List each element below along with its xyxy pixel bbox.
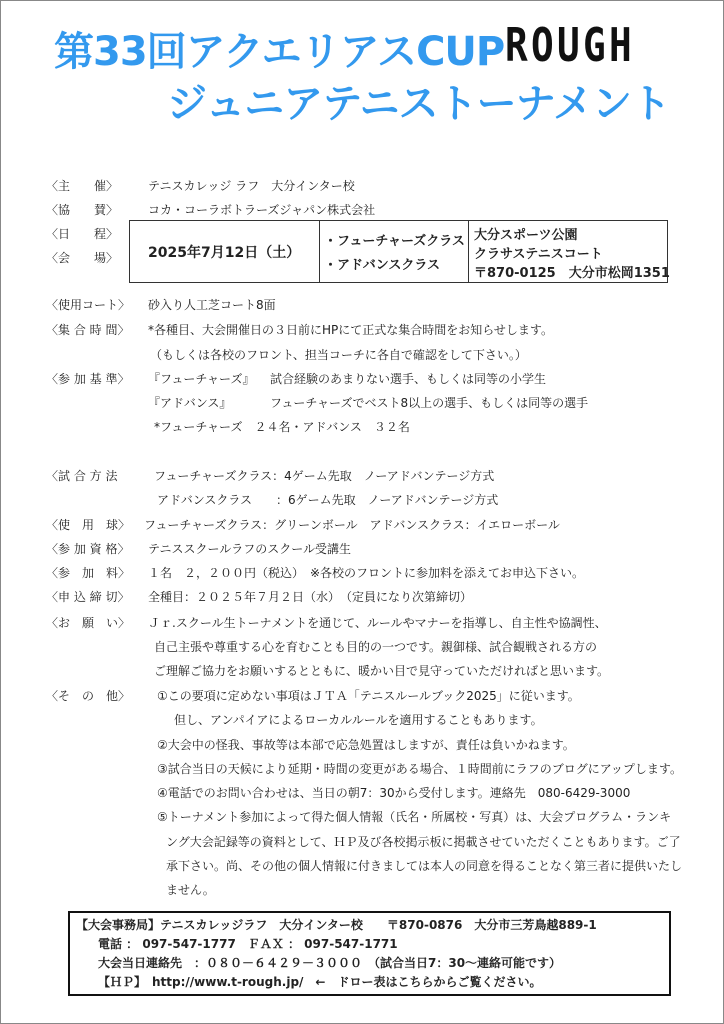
other-item1-note: 但し、アンパイアによるローカルルールを適用することもあります。 <box>174 713 543 727</box>
title-line1: 第33回アクエリアスCUP <box>54 29 505 75</box>
fee-value: １名 ２，２００円（税込） ※各校のフロントに参加料を添えてお申込下さい。 <box>148 566 585 580</box>
method-advance: アドバンスクラス ：6ゲーム先取 ノーアドバンテージ方式 <box>157 493 499 507</box>
sponsor-label: 〈協 賛〉 <box>46 203 119 217</box>
title-line2: ジュニアテニストーナメント <box>167 81 670 127</box>
rough-logo: ROUGH <box>505 18 635 72</box>
venue-label: 〈会 場〉 <box>46 251 119 265</box>
organizer-value: テニスカレッジ ラフ 大分インター校 <box>148 179 355 193</box>
class-advance: ・アドバンスクラス <box>324 258 440 273</box>
meet-line1: *各種目、大会開催日の３日前にHPにて正式な集合時間をお知らせします。 <box>148 323 553 337</box>
venue-name: 大分スポーツ公園 <box>474 228 578 243</box>
fee-label: 〈参 加 料〉 <box>46 566 131 580</box>
meet-label: 〈集 合 時 間〉 <box>46 323 130 337</box>
ball-label: 〈使 用 球〉 <box>46 518 131 532</box>
class-futures: ・フューチャーズクラス <box>324 234 465 249</box>
other-item4: ④電話でのお問い合わせは、当日の朝7：30から受付します。連絡先 080-6429-3000 <box>157 786 631 800</box>
criteria-label: 〈参 加 基 準〉 <box>46 372 130 386</box>
schedule-table <box>129 220 668 283</box>
eligibility-value: テニススクールラフのスクール受講生 <box>148 542 352 556</box>
eligibility-label: 〈参 加 資 格〉 <box>46 542 130 556</box>
date-label: 〈日 程〉 <box>46 227 119 241</box>
contact-box <box>68 911 671 996</box>
meet-line2: （もしくは各校のフロント、担当コーチに各自で確認をして下さい。） <box>150 348 527 362</box>
request-line1: Ｊｒ.スクール生トーナメントを通じて、ルールやマナーを指導し、自主性や協調性、 <box>148 616 607 630</box>
class-cell <box>320 221 469 282</box>
event-date: 2025年7月12日（土） <box>148 245 301 261</box>
office-line: 【大会事務局】テニスカレッジラフ 大分インター校 〒870-0876 大分市三芳鳥越889-1 <box>76 918 597 932</box>
other-item5-line4: ません。 <box>166 883 215 897</box>
event-day-contact-line: 大会当日連絡先 ：０８０－６４２９－３０００ （試合当日7：30～連絡可能です） <box>98 956 562 970</box>
other-item5-line1: ⑤トーナメント参加によって得た個人情報（氏名・所属校・写真）は、大会プログラム・ランキ <box>157 810 672 824</box>
method-label: 〈試 合 方 法 <box>46 469 118 483</box>
other-item2: ②大会中の怪我、事故等は本部で応急処置はしますが、責任は負いかねます。 <box>157 738 575 752</box>
other-item5-line2: ング大会記録等の資料として、ＨＰ及び各校掲示板に掲載させていただくこともあります。ご了 <box>166 835 681 849</box>
other-item3: ③試合当日の天候により延期・時間の変更がある場合、１時間前にラフのブログにアップします。 <box>157 762 682 776</box>
criteria-advance-class: 『アドバンス』 <box>148 396 232 410</box>
criteria-advance-desc: フューチャーズでベスト8以上の選手、もしくは同等の選手 <box>270 396 589 410</box>
other-item5-line3: 承下さい。尚、その他の個人情報に付きましては本人の同意を得ることなく第三者に提供いたし <box>166 859 683 873</box>
request-line2: 自己主張や尊重する心を育むことも目的の一つです。親御様、試合観戦される方の <box>154 640 598 654</box>
deadline-label: 〈申 込 締 切〉 <box>46 590 130 604</box>
method-futures: フューチャーズクラス：4ゲーム先取 ノーアドバンテージ方式 <box>154 469 495 483</box>
other-label: 〈そ の 他〉 <box>46 689 131 703</box>
organizer-label: 〈主 催〉 <box>46 179 119 193</box>
criteria-quota: *フューチャーズ ２４名・アドバンス ３２名 <box>154 420 410 434</box>
ball-value: フューチャーズクラス：グリーンボール アドバンスクラス：イエローボール <box>144 518 560 532</box>
venue-address: 〒870-0125 大分市松岡1351 <box>474 266 670 281</box>
homepage-line[interactable]: 【ＨＰ】 http://www.t-rough.jp/ ← ドロー表はこちらからご覧ください。 <box>98 975 542 989</box>
venue-court: クラサステニスコート <box>474 247 603 262</box>
date-cell <box>130 221 320 282</box>
court-value: 砂入り人工芝コート8面 <box>148 298 276 312</box>
phone-fax-line: 電話 ： 097-547-1777 ＦＡＸ ： 097-547-1771 <box>98 937 398 951</box>
deadline-value: 全種目：２０２５年７月２日（水） （定員になり次第締切） <box>148 590 473 604</box>
request-line3: ご理解ご協力をお願いするとともに、暖かい目で見守っていただければと思います。 <box>154 664 610 678</box>
request-label: 〈お 願 い〉 <box>46 616 131 630</box>
other-item1: ①この要項に定めない事項はＪＴＡ「テニスルールブック2025」に従います。 <box>157 689 580 703</box>
criteria-futures-class: 『フューチャーズ』 <box>148 372 255 386</box>
court-label: 〈使用コート〉 <box>46 298 131 312</box>
sponsor-value: コカ・コーラボトラーズジャパン株式会社 <box>148 203 376 217</box>
criteria-futures-desc: 試合経験のあまりない選手、もしくは同等の小学生 <box>270 372 547 386</box>
